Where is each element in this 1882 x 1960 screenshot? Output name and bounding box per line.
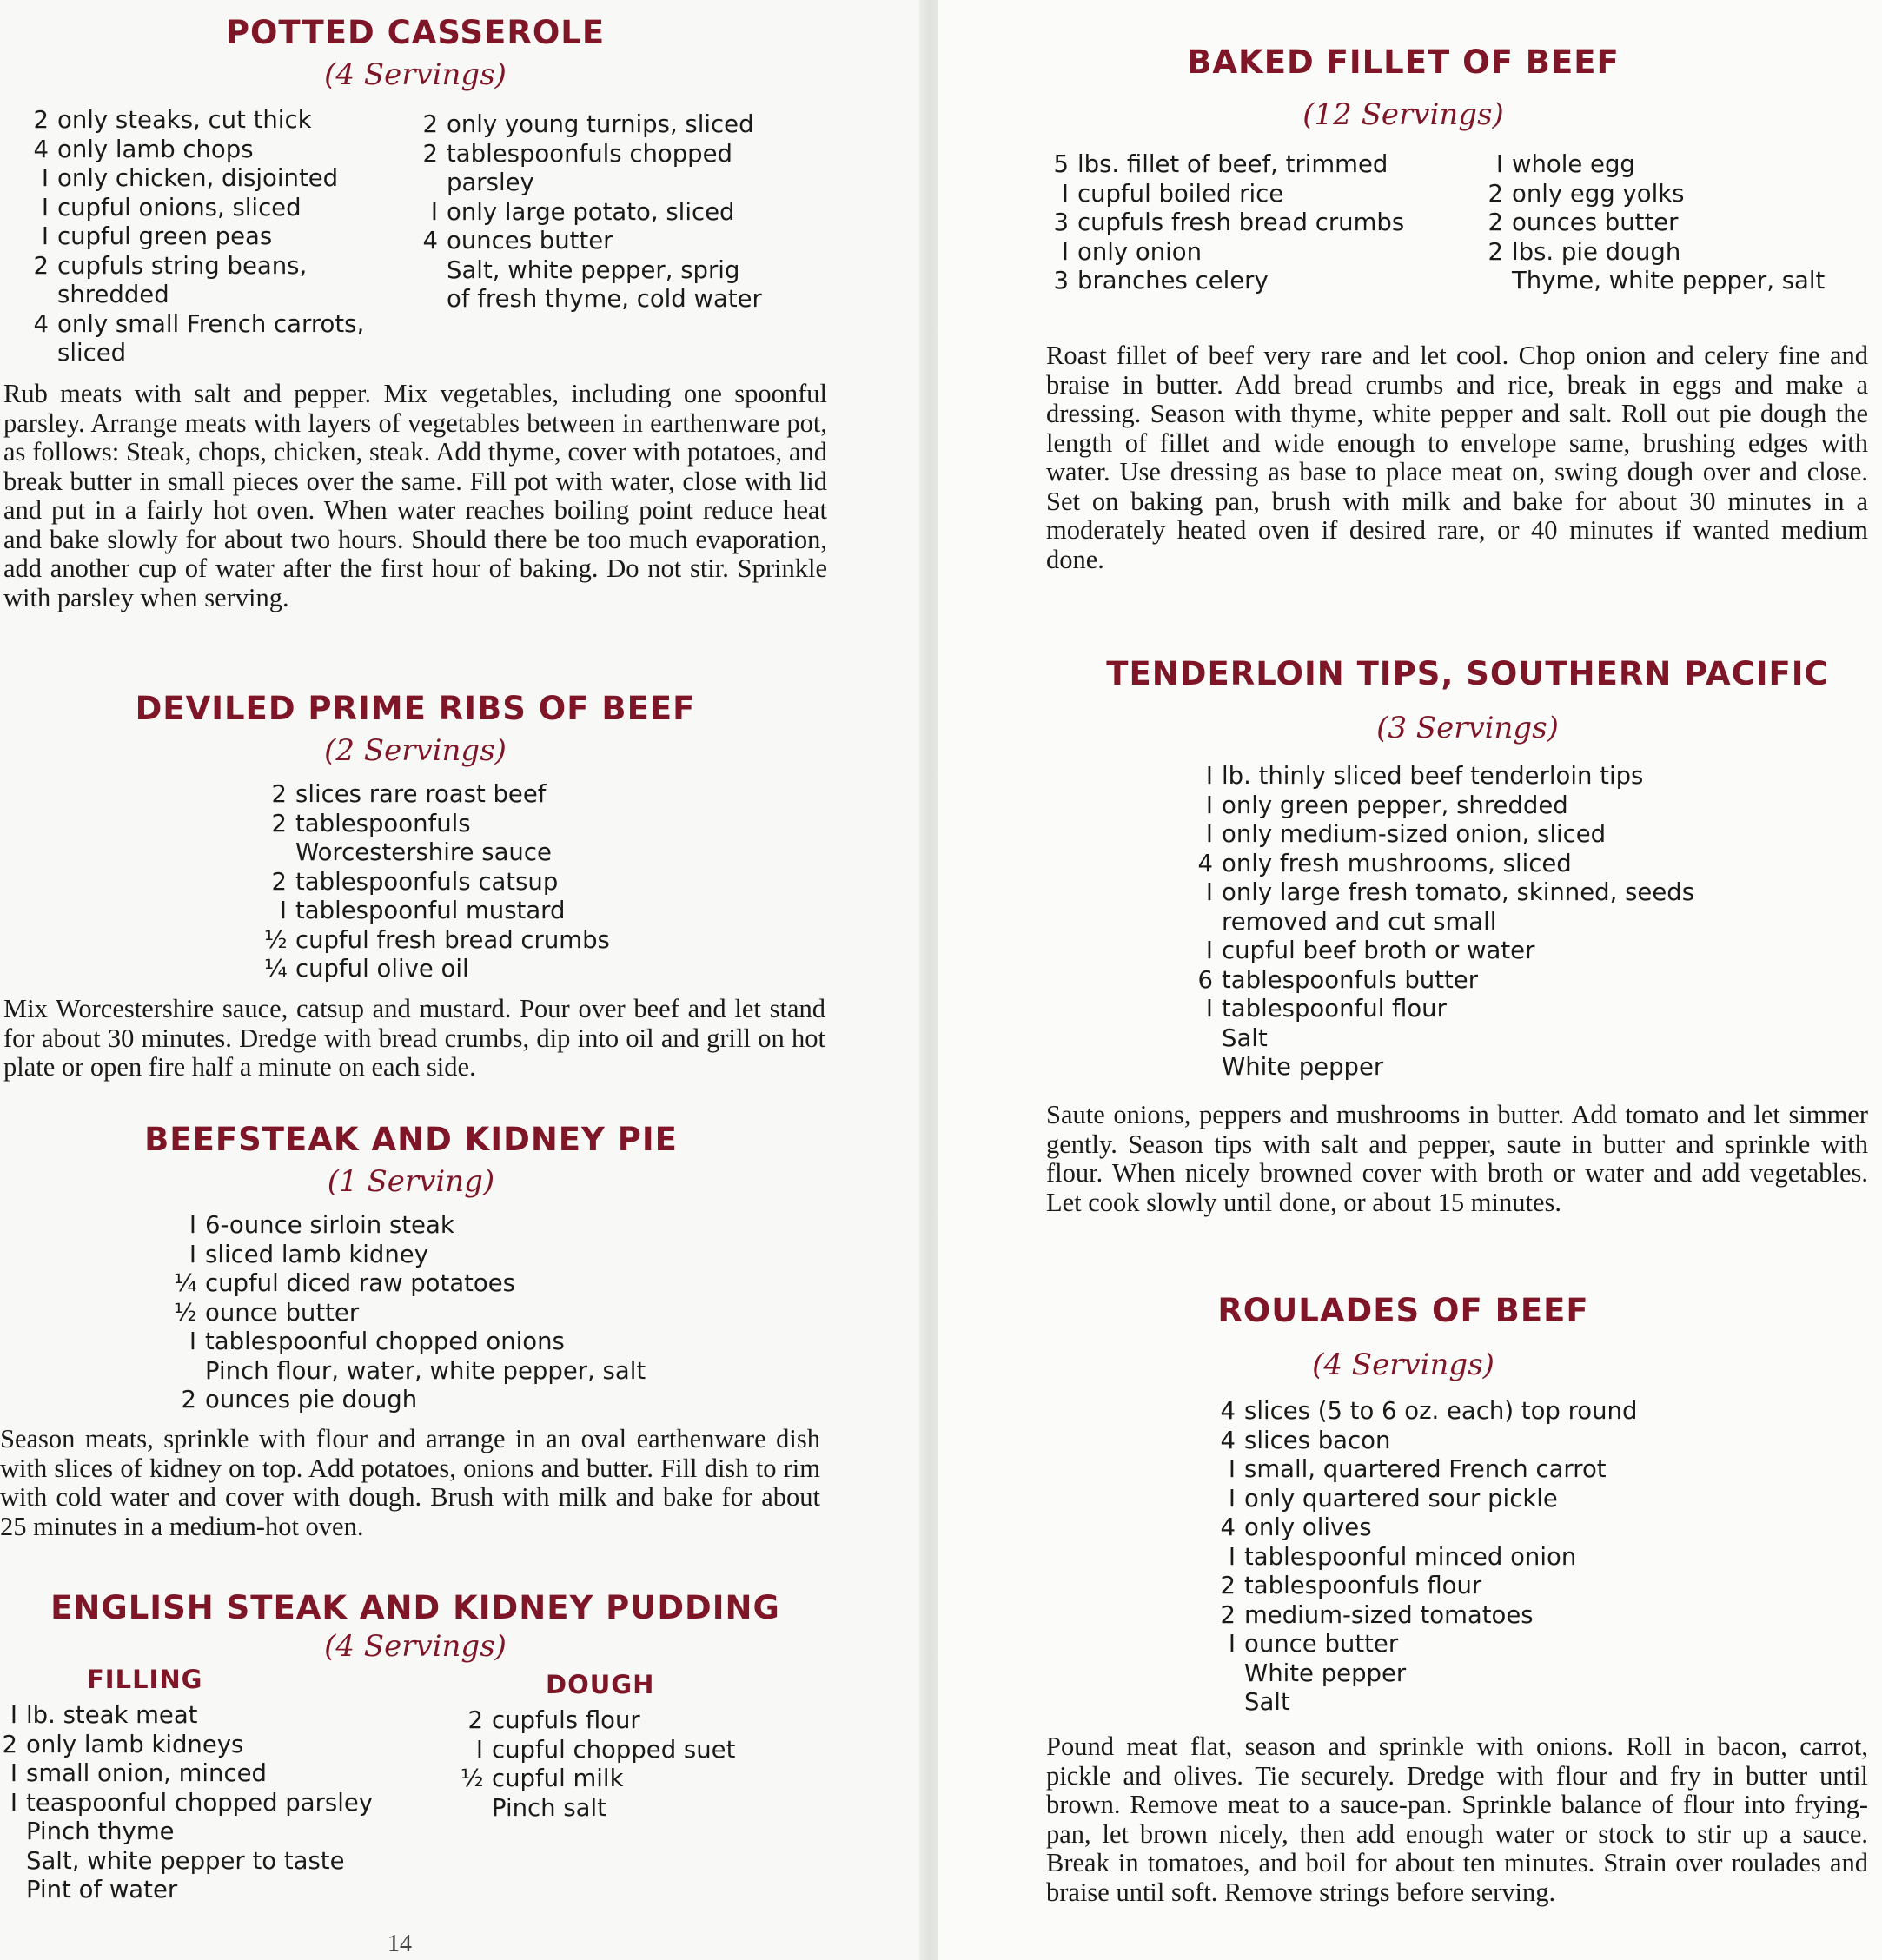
ingredient-text: medium-sized tomatoes xyxy=(1244,1600,1534,1629)
ingredient-quantity: 2 xyxy=(33,106,49,134)
ingredient-text: cupful fresh bread crumbs xyxy=(295,925,610,954)
ingredient-quantity: I xyxy=(41,164,49,192)
ingredient-text: only large potato, sliced xyxy=(447,197,735,226)
ingredient-quantity: I xyxy=(279,897,287,924)
ingredient-quantity: I xyxy=(41,193,49,222)
ingredient-quantity: 4 xyxy=(33,135,49,163)
ingredient-quantity: ¼ xyxy=(264,955,288,983)
ingredient-quantity: 2 xyxy=(1488,237,1503,266)
recipe-beefsteak-kidney-pie xyxy=(0,1121,822,1201)
ingredient-item xyxy=(415,140,832,169)
ingredient-list xyxy=(26,106,426,368)
recipe-baked-fillet xyxy=(938,43,1868,134)
recipe-servings: (4 Servings) xyxy=(1312,1348,1494,1382)
ingredient-item xyxy=(1046,238,1498,268)
ingredient-text: ounces butter xyxy=(1512,209,1679,236)
dough-heading: DOUGH xyxy=(546,1670,655,1699)
ingredient-quantity: I xyxy=(1205,820,1213,848)
ingredient-item xyxy=(1046,209,1498,238)
ingredient-quantity: ½ xyxy=(264,925,288,954)
ingredient-item xyxy=(1213,1601,1873,1631)
ingredient-item xyxy=(26,106,426,136)
ingredient-item xyxy=(0,1847,412,1877)
ingredient-quantity: 2 xyxy=(271,809,287,838)
ingredient-quantity: I xyxy=(475,1735,483,1764)
ingredient-item xyxy=(461,1765,808,1794)
ingredient-item xyxy=(0,1759,412,1789)
ingredient-quantity: 5 xyxy=(1053,150,1069,178)
ingredient-text: branches celery xyxy=(1077,267,1269,295)
ingredient-text: cupfuls string beans, xyxy=(57,251,308,280)
ingredient-text: cupfuls fresh bread crumbs xyxy=(1077,209,1405,236)
ingredient-text: only onion xyxy=(1077,237,1203,266)
ingredient-item xyxy=(174,1328,799,1357)
ingredient-text: ounces butter xyxy=(447,227,613,255)
ingredient-text: White pepper xyxy=(1222,1053,1384,1081)
ingredient-text: cupful milk xyxy=(492,1765,624,1792)
ingredient-text: parsley xyxy=(447,169,534,196)
ingredient-quantity: 2 xyxy=(181,1386,196,1414)
ingredient-item xyxy=(415,110,832,140)
ingredient-quantity: I xyxy=(1205,937,1213,964)
left-page xyxy=(0,0,923,1960)
recipe-title: BAKED FILLET OF BEEF xyxy=(1187,43,1620,81)
ingredient-item xyxy=(1213,1688,1873,1718)
ingredient-text: shredded xyxy=(57,281,169,308)
recipe-english-pudding xyxy=(0,1589,831,1665)
ingredient-text: only medium-sized onion, sliced xyxy=(1222,820,1607,848)
ingredient-text: only quartered sour pickle xyxy=(1244,1484,1558,1513)
ingredient-quantity: 2 xyxy=(1488,179,1503,208)
recipe-title: ROULADES OF BEEF xyxy=(1217,1292,1589,1329)
ingredient-text: only lamb chops xyxy=(57,135,254,163)
ingredient-item xyxy=(415,227,832,256)
ingredient-text: Salt, white pepper, sprig xyxy=(447,255,740,284)
recipe-potted-casserole xyxy=(0,14,831,94)
ingredient-quantity: 4 xyxy=(422,227,438,255)
ingredient-quantity: I xyxy=(1205,995,1213,1023)
ingredient-item xyxy=(1190,966,1868,996)
ingredient-quantity: I xyxy=(189,1240,196,1268)
ingredient-text: cupful chopped suet xyxy=(492,1735,736,1764)
ingredient-item xyxy=(264,897,803,926)
ingredient-item xyxy=(1481,150,1880,180)
ingredient-text: Pinch salt xyxy=(492,1793,606,1822)
ingredient-item xyxy=(174,1299,799,1328)
ingredient-quantity: 2 xyxy=(422,110,438,138)
ingredient-text: White pepper xyxy=(1244,1659,1407,1687)
ingredient-item xyxy=(264,926,803,956)
ingredient-quantity: I xyxy=(10,1701,17,1729)
ingredient-quantity: I xyxy=(1228,1455,1236,1483)
ingredient-text: Salt xyxy=(1244,1688,1290,1716)
ingredient-quantity: 2 xyxy=(1220,1572,1236,1599)
recipe-method: Season meats, sprinkle with flour and arrange in an oval earthenware dish with slices of kidney on top. Add potatoes, onions and butter. Fill dish to rim with cold water and cover with dough. Brush with milk and bake for about 25 minutes in a medium-hot oven. xyxy=(0,1424,820,1541)
ingredient-quantity: ½ xyxy=(174,1298,197,1327)
ingredient-quantity: 4 xyxy=(1220,1426,1236,1454)
ingredient-quantity: 2 xyxy=(1488,209,1503,236)
ingredient-quantity: ¼ xyxy=(174,1269,197,1297)
ingredient-item xyxy=(415,285,832,315)
ingredient-quantity: I xyxy=(10,1759,17,1787)
ingredient-text: only olives xyxy=(1244,1513,1372,1541)
ingredient-text: only fresh mushrooms, sliced xyxy=(1222,849,1572,877)
ingredient-text: lb. steak meat xyxy=(26,1701,198,1729)
ingredient-item xyxy=(1046,180,1498,209)
ingredient-item xyxy=(415,169,832,198)
ingredient-text: only small French carrots, xyxy=(57,309,365,338)
ingredient-text: cupful beef broth or water xyxy=(1222,937,1535,964)
ingredient-quantity: 2 xyxy=(467,1706,483,1734)
ingredient-item xyxy=(26,222,426,252)
ingredient-list xyxy=(1046,150,1498,296)
ingredient-item xyxy=(1481,267,1880,296)
ingredient-item xyxy=(461,1794,808,1824)
ingredient-quantity: I xyxy=(1228,1484,1236,1513)
ingredient-item xyxy=(1190,762,1868,791)
ingredient-item xyxy=(415,256,832,286)
right-page xyxy=(938,0,1882,1960)
ingredient-item xyxy=(1190,937,1868,966)
ingredient-text: 6-ounce sirloin steak xyxy=(205,1211,454,1239)
ingredient-item xyxy=(1213,1572,1873,1601)
ingredient-item xyxy=(26,252,426,281)
ingredient-text: tablespoonful minced onion xyxy=(1244,1542,1577,1571)
ingredient-text: lbs. fillet of beef, trimmed xyxy=(1077,150,1388,178)
ingredient-list xyxy=(1213,1397,1873,1718)
ingredient-text: tablespoonful chopped onions xyxy=(205,1328,565,1355)
ingredient-quantity: I xyxy=(1205,762,1213,790)
ingredient-quantity: I xyxy=(41,222,49,250)
ingredient-item xyxy=(174,1269,799,1299)
ingredient-text: slices rare roast beef xyxy=(295,780,547,808)
ingredient-text: small, quartered French carrot xyxy=(1244,1455,1607,1483)
ingredient-quantity: I xyxy=(1228,1542,1236,1571)
recipe-servings: (4 Servings) xyxy=(324,57,507,92)
ingredient-item xyxy=(1213,1455,1873,1485)
ingredient-text: tablespoonfuls catsup xyxy=(295,867,559,896)
ingredient-item xyxy=(26,194,426,223)
ingredient-item xyxy=(1213,1630,1873,1659)
ingredient-list xyxy=(1481,150,1880,296)
ingredient-text: only chicken, disjointed xyxy=(57,164,339,192)
ingredient-text: Pint of water xyxy=(26,1876,178,1904)
ingredient-quantity: I xyxy=(430,197,438,226)
ingredient-quantity: 4 xyxy=(1220,1397,1236,1425)
ingredient-quantity: I xyxy=(1205,878,1213,906)
ingredient-text: tablespoonfuls butter xyxy=(1222,965,1479,994)
ingredient-text: only young turnips, sliced xyxy=(447,110,754,138)
recipe-title: BEEFSTEAK AND KIDNEY PIE xyxy=(144,1121,678,1158)
ingredient-quantity: 2 xyxy=(2,1730,17,1758)
ingredient-item xyxy=(0,1818,412,1847)
ingredient-item xyxy=(0,1731,412,1760)
ingredient-text: lb. thinly sliced beef tenderloin tips xyxy=(1222,762,1644,790)
recipe-servings: (1 Serving) xyxy=(327,1164,495,1199)
ingredient-quantity: I xyxy=(189,1328,196,1355)
ingredient-item xyxy=(461,1736,808,1765)
ingredient-item xyxy=(1190,820,1868,850)
ingredient-item xyxy=(1190,1024,1868,1054)
ingredient-item xyxy=(1190,1053,1868,1083)
recipe-method: Mix Worcestershire sauce, catsup and mustard. Pour over beef and let stand for about 30 minutes. Dredge with bread crumbs, dip into oil and grill on hot plate or open fire half a minute on each side. xyxy=(3,994,825,1082)
recipe-method: Roast fillet of beef very rare and let cool. Chop onion and celery fine and braise in butter. Add bread crumbs and rice, break in eggs and make a dressing. Season with thyme, white pepper and salt. Roll out pie dough the length of fillet and wide enough to envelope same, brushing edges with water. Use dressing as base to place meat on, swing dough over and close. Set on baking pan, brush with milk and bake for about 30 minutes in a moderately heated oven if desired rare, or 40 minutes if wanted medium done. xyxy=(1046,341,1868,574)
ingredient-text: cupfuls flour xyxy=(492,1706,640,1734)
recipe-tenderloin-tips xyxy=(1055,655,1880,747)
recipe-method: Saute onions, peppers and mushrooms in butter. Add tomato and let simmer gently. Season tips with salt and pepper, saute in butter and sprinkle with flour. When nicely browned cover with broth or water and add vegetables. Let cook slowly until done, or about 15 minutes. xyxy=(1046,1100,1868,1217)
ingredient-text: ounce butter xyxy=(205,1298,360,1327)
ingredient-text: only steaks, cut thick xyxy=(57,106,312,134)
recipe-servings: (12 Servings) xyxy=(1302,97,1504,132)
ingredient-text: tablespoonfuls flour xyxy=(1244,1572,1482,1599)
ingredient-text: Thyme, white pepper, salt xyxy=(1512,267,1826,295)
ingredient-item xyxy=(1046,150,1498,180)
recipe-roulades xyxy=(938,1292,1868,1384)
ingredient-text: Salt, white pepper to taste xyxy=(26,1846,345,1875)
filling-heading: FILLING xyxy=(87,1665,203,1694)
ingredient-text: only green pepper, shredded xyxy=(1222,791,1568,819)
ingredient-text: cupful olive oil xyxy=(295,955,469,983)
ingredient-item xyxy=(1481,180,1880,209)
recipe-servings: (2 Servings) xyxy=(324,733,507,768)
ingredient-text: cupful onions, sliced xyxy=(57,193,302,222)
ingredient-text: tablespoonful flour xyxy=(1222,995,1447,1023)
ingredient-quantity: I xyxy=(1228,1630,1236,1658)
ingredient-item xyxy=(1213,1397,1873,1427)
ingredient-item xyxy=(461,1706,808,1736)
ingredient-item xyxy=(264,780,803,810)
ingredient-text: whole egg xyxy=(1512,150,1635,178)
ingredient-quantity: ½ xyxy=(461,1765,484,1792)
ingredient-quantity: I xyxy=(1205,791,1213,819)
ingredient-text: sliced xyxy=(57,339,127,367)
ingredient-item xyxy=(1213,1659,1873,1689)
ingredient-text: only lamb kidneys xyxy=(26,1730,244,1758)
recipe-deviled-prime-ribs xyxy=(0,690,831,770)
ingredient-quantity: 2 xyxy=(271,867,287,896)
ingredient-item xyxy=(26,164,426,194)
ingredient-text: slices (5 to 6 oz. each) top round xyxy=(1244,1397,1638,1425)
ingredient-quantity: 2 xyxy=(1220,1600,1236,1629)
recipe-title: POTTED CASSEROLE xyxy=(225,14,606,51)
ingredient-item xyxy=(1481,209,1880,238)
ingredient-item xyxy=(174,1357,799,1387)
ingredient-text: Pinch thyme xyxy=(26,1818,175,1845)
ingredient-list xyxy=(1190,762,1868,1083)
ingredient-quantity: 3 xyxy=(1053,209,1069,236)
recipe-title: DEVILED PRIME RIBS OF BEEF xyxy=(135,690,696,727)
ingredient-quantity: 4 xyxy=(1220,1513,1236,1541)
ingredient-text: small onion, minced xyxy=(26,1759,267,1787)
ingredient-item xyxy=(26,339,426,368)
ingredient-item xyxy=(174,1211,799,1241)
ingredient-list xyxy=(264,780,803,984)
ingredient-item xyxy=(1213,1485,1873,1514)
recipe-method: Pound meat flat, season and sprinkle with onions. Roll in bacon, carrot, pickle and olives. Tie securely. Dredge with flour and fry in butter until brown. Remove meat to a sauce-pan. Sprinkle balance of flour into frying-pan, let brown nicely, then add enough water or stock to stir up a sauce. Break in tomatoes, and boil for about ten minutes. Strain over roulades and braise until soft. Remove strings before serving. xyxy=(1046,1732,1868,1907)
ingredient-item xyxy=(174,1386,799,1415)
ingredient-quantity: I xyxy=(1495,150,1503,178)
ingredient-quantity: I xyxy=(1061,237,1069,266)
ingredient-text: slices bacon xyxy=(1244,1426,1391,1454)
ingredient-item xyxy=(264,955,803,984)
ingredient-quantity: 4 xyxy=(33,309,49,338)
ingredient-item xyxy=(1190,995,1868,1024)
ingredient-text: cupful boiled rice xyxy=(1077,179,1284,208)
ingredient-item xyxy=(0,1876,412,1905)
ingredient-text: tablespoonful mustard xyxy=(295,897,566,924)
recipe-servings: (3 Servings) xyxy=(1376,711,1559,745)
ingredient-item xyxy=(26,281,426,310)
ingredient-list xyxy=(415,110,832,315)
ingredient-quantity: I xyxy=(189,1211,196,1239)
ingredient-text: ounces pie dough xyxy=(205,1386,418,1414)
ingredient-item xyxy=(0,1789,412,1818)
ingredient-quantity: I xyxy=(1061,179,1069,208)
ingredient-item xyxy=(264,838,803,868)
ingredient-item xyxy=(1481,238,1880,268)
ingredient-quantity: 4 xyxy=(1197,849,1213,877)
recipe-title: TENDERLOIN TIPS, SOUTHERN PACIFIC xyxy=(1106,655,1829,692)
ingredient-item xyxy=(415,198,832,228)
ingredient-item xyxy=(0,1701,412,1731)
ingredient-item xyxy=(26,310,426,340)
ingredient-text: tablespoonfuls chopped xyxy=(447,139,732,168)
ingredient-text: only egg yolks xyxy=(1512,179,1685,208)
ingredient-quantity: 2 xyxy=(422,139,438,168)
ingredient-text: Worcestershire sauce xyxy=(295,838,552,866)
ingredient-item xyxy=(264,868,803,897)
ingredient-item xyxy=(1190,850,1868,879)
ingredient-item xyxy=(1190,878,1868,908)
ingredient-text: cupful diced raw potatoes xyxy=(205,1269,515,1297)
ingredient-text: tablespoonfuls xyxy=(295,809,471,838)
ingredient-item xyxy=(1190,791,1868,821)
ingredient-quantity: 2 xyxy=(33,251,49,280)
ingredient-list xyxy=(0,1701,412,1905)
ingredient-text: teaspoonful chopped parsley xyxy=(26,1788,374,1817)
ingredient-item xyxy=(26,136,426,165)
ingredient-text: Salt xyxy=(1222,1023,1268,1052)
ingredient-text: removed and cut small xyxy=(1222,907,1497,936)
ingredient-item xyxy=(1190,908,1868,937)
ingredient-text: Pinch flour, water, white pepper, salt xyxy=(205,1356,646,1385)
ingredient-text: cupful green peas xyxy=(57,222,273,250)
recipe-method: Rub meats with salt and pepper. Mix vegetables, including one spoonful parsley. Arrange meats with layers of vegetables between in earthenware pot, as follows: Steak, chops, chicken, steak. Add thyme, cover with potatoes, and break butter in small pieces over the same. Fill pot with water, close with lid and put in a fairly hot oven. When water reaches boiling point reduce heat and bake slowly for about two hours. Should there be too much evaporation, add another cup of water after the first hour of baking. Do not stir. Sprinkle with parsley when serving. xyxy=(3,379,827,612)
ingredient-item xyxy=(1213,1543,1873,1573)
ingredient-quantity: 3 xyxy=(1053,267,1069,295)
ingredient-quantity: 2 xyxy=(271,780,287,808)
ingredient-item xyxy=(264,810,803,839)
ingredient-item xyxy=(1213,1427,1873,1456)
ingredient-item xyxy=(1213,1513,1873,1543)
recipe-title: ENGLISH STEAK AND KIDNEY PUDDING xyxy=(50,1589,780,1626)
recipe-servings: (4 Servings) xyxy=(324,1629,507,1664)
ingredient-item xyxy=(1046,267,1498,296)
page-number: 14 xyxy=(388,1930,412,1957)
ingredient-quantity: 6 xyxy=(1197,965,1213,994)
ingredient-list xyxy=(461,1706,808,1823)
ingredient-text: of fresh thyme, cold water xyxy=(447,285,762,313)
ingredient-text: sliced lamb kidney xyxy=(205,1240,428,1268)
ingredient-list xyxy=(174,1211,799,1415)
ingredient-text: only large fresh tomato, skinned, seeds xyxy=(1222,878,1695,906)
ingredient-quantity: I xyxy=(10,1788,17,1817)
ingredient-text: lbs. pie dough xyxy=(1512,237,1681,266)
ingredient-text: ounce butter xyxy=(1244,1630,1399,1658)
ingredient-item xyxy=(174,1241,799,1270)
